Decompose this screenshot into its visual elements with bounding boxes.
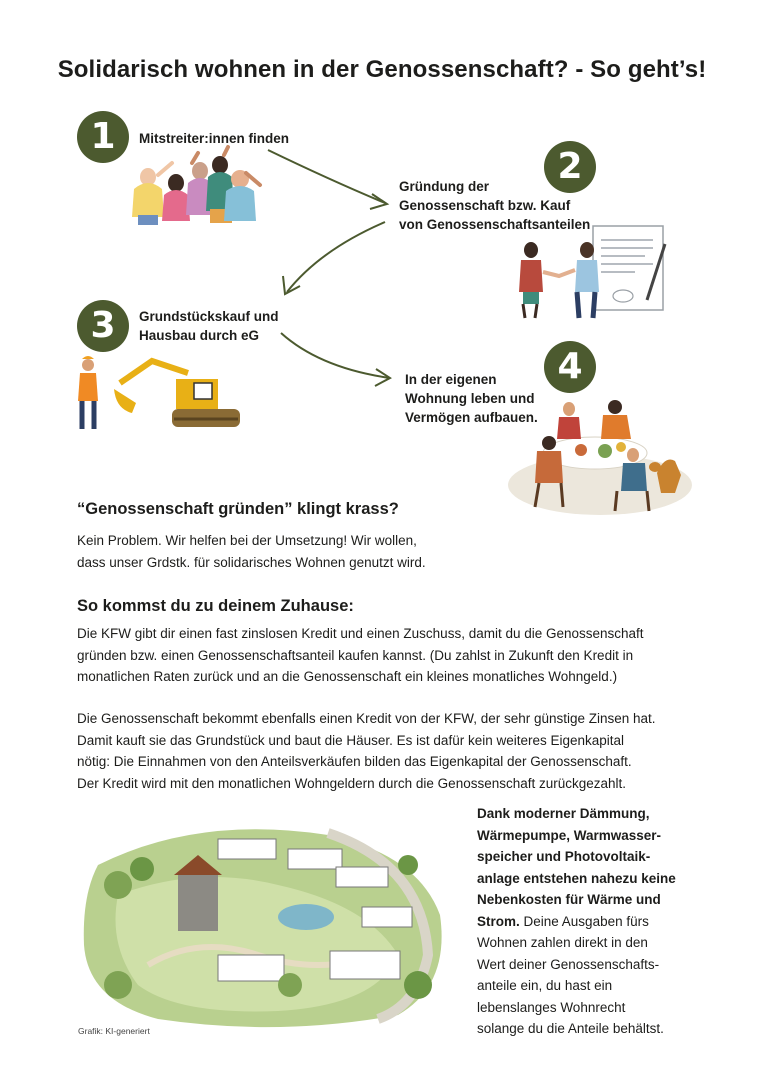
step-4-label-line: Wohnung leben und xyxy=(405,391,535,406)
side-text-bold-line: Nebenkosten für Wärme und xyxy=(477,892,661,907)
step-4-badge: 4 xyxy=(544,341,596,393)
intro-line: Kein Problem. Wir helfen bei der Umsetzung! Wir wollen, xyxy=(77,533,417,548)
section-paragraph-1 xyxy=(77,623,717,688)
paragraph-line: Damit kauft sie das Grundstück und baut die Häuser. Es ist dafür kein weiteres Eigenkapital xyxy=(77,732,625,748)
paragraph-line: Die KFW gibt dir einen fast zinslosen Kredit und einen Zuschuss, damit du die Genossenschaft xyxy=(77,626,644,641)
image-caption: Grafik: KI-generiert xyxy=(78,1026,150,1036)
side-text-line: lebenslanges Wohnrecht xyxy=(477,999,626,1015)
step-2-badge: 2 xyxy=(544,141,596,193)
step-3-label-line: Grundstückskauf und xyxy=(139,309,279,324)
side-text-bold-line: Dank moderner Dämmung, xyxy=(477,806,650,821)
paragraph-line: gründen bzw. einen Genossenschaftsanteil kaufen kannst. (Du zahlst in Zukunft den Kredit in xyxy=(77,647,634,663)
paragraph-line: Die Genossenschaft bekommt ebenfalls einen Kredit von der KFW, der sehr günstige Zinsen hat. xyxy=(77,711,656,726)
page-title: Solidarisch wohnen in der Genossenschaft? - So geht’s! xyxy=(57,56,707,83)
side-text-fragment: Deine Ausgaben fürs xyxy=(519,913,649,929)
side-text-line: Wert deiner Genossenschafts- xyxy=(477,956,660,972)
paragraph-line: nötig: Die Einnahmen von den Anteilsverkäufen bilden das Eigenkapital der Genossenschaft. xyxy=(77,754,632,769)
step-2-label-line: Gründung der xyxy=(399,179,489,194)
intro-heading: “Genossenschaft gründen” klingt krass? xyxy=(77,500,399,518)
step-4-label-line: In der eigenen xyxy=(405,372,497,387)
family-dinner-illustration xyxy=(505,395,695,520)
side-text-bold-fragment: Strom. xyxy=(477,913,520,929)
side-text xyxy=(477,803,697,1040)
paragraph-line: monatlichen Raten zurück und an die Genossenschaft ein kleines monatliches Wohngeld.) xyxy=(77,669,618,684)
intro-text xyxy=(77,530,697,573)
side-text-bold-line: Wärmepumpe, Warmwasser- xyxy=(477,827,662,843)
step-1-label-line: Mitstreiter:innen finden xyxy=(139,131,290,146)
step-3-label-line: Hausbau durch eG xyxy=(139,328,260,343)
step-2-label-line: von Genossenschaftsanteilen xyxy=(399,217,591,232)
step-1-badge: 1 xyxy=(77,111,129,163)
intro-line: dass unser Grdstk. für solidarisches Wohnen genutzt wird. xyxy=(77,554,426,570)
settlement-illustration xyxy=(78,805,458,1030)
section-heading: So kommst du zu deinem Zuhause: xyxy=(77,597,354,615)
step-2-label-line: Genossenschaft bzw. Kauf xyxy=(399,198,571,213)
section-paragraph-2 xyxy=(77,708,717,794)
side-text-bold-line: anlage entstehen nahezu keine xyxy=(477,870,676,886)
step-4-label-line: Vermögen aufbauen. xyxy=(405,410,538,425)
side-text-line: solange du die Anteile behältst. xyxy=(477,1021,664,1036)
step-3-badge: 3 xyxy=(77,300,129,352)
side-text-bold-line: speicher und Photovoltaik- xyxy=(477,849,651,864)
side-text-line: anteile ein, du hast ein xyxy=(477,978,613,993)
paragraph-line: Der Kredit wird mit den monatlichen Wohngeldern durch die Genossenschaft zurückgezahlt. xyxy=(77,775,627,791)
side-text-line: Wohnen zahlen direkt in den xyxy=(477,935,648,950)
